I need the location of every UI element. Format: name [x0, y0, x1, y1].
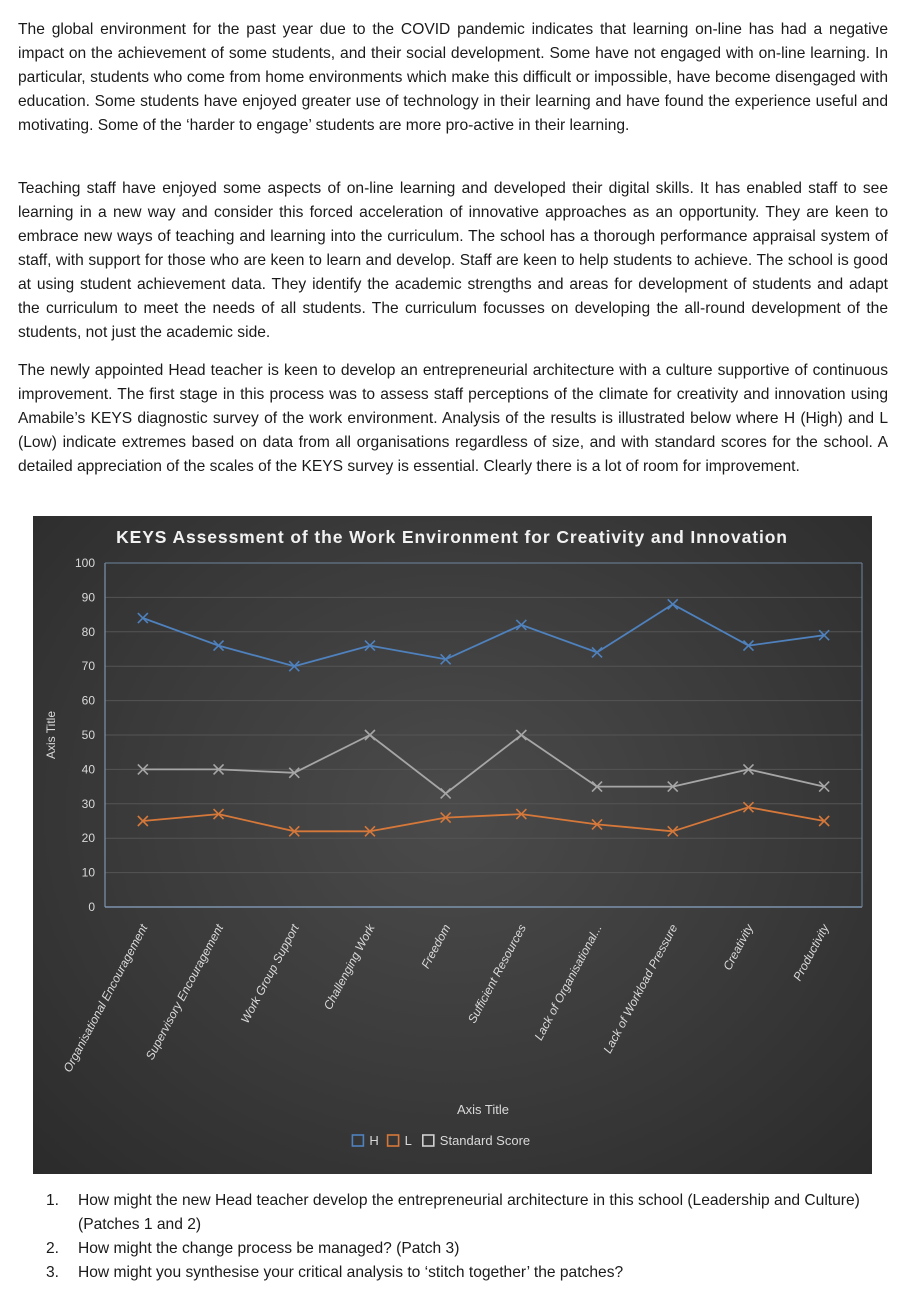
- x-tick-label: Organisational Encouragement: [60, 921, 151, 1075]
- y-tick-label: 10: [81, 865, 95, 880]
- question-text: How might you synthesise your critical analysis to ‘stitch together’ the patches?: [78, 1264, 624, 1281]
- y-tick-label: 80: [81, 624, 95, 639]
- chart-title: KEYS Assessment of the Work Environment for Creativity and Innovation: [116, 527, 788, 547]
- question-item: [46, 1237, 888, 1261]
- series-line-standard-score: [143, 735, 824, 794]
- head-teacher-paragraph: The newly appointed Head teacher is keen to develop an entrepreneurial architecture with a culture supportive of continuous improvement. The first stage in this process was to assess staff perceptions of the climate for creativity and innovation using Amabile’s KEYS diagnostic survey of the work environment. Analysis of the results is illustrated below where H (High) and L (Low) indicate extremes based on data from all organisations regardless of size, and with standard scores for the school. A detailed appreciation of the scales of the KEYS survey is essential. Clearly there is a lot of room for improvement.: [18, 362, 888, 475]
- y-tick-label: 0: [88, 900, 95, 914]
- x-tick-label: Lack of Workload Pressure: [600, 921, 681, 1056]
- intro-paragraph: The global environment for the past year due to the COVID pandemic indicates that learning on-line has had a negative impact on the achievement of some students, and their social development. Some have not engaged with on-line learning. In particular, students who come from home environments which make this difficult or impossible, have become disengaged with education. Some students have enjoyed greater use of technology in their learning and have found the experience useful and motivating. Some of the ‘harder to engage’ students are more pro-active in their learning.: [18, 21, 888, 134]
- data-point-marker: [516, 620, 526, 630]
- y-tick-label: 50: [81, 728, 95, 742]
- legend-label: Standard Score: [439, 1133, 531, 1148]
- y-tick-label: 70: [81, 659, 95, 674]
- x-tick-label: Challenging Work: [320, 921, 378, 1013]
- legend-label: H: [369, 1133, 379, 1148]
- y-tick-label: 20: [81, 831, 95, 846]
- question-number: 1.: [46, 1192, 60, 1209]
- legend-swatch: [352, 1135, 363, 1146]
- x-tick-label: Sufficient Resources: [464, 921, 529, 1026]
- question-number: 3.: [46, 1264, 60, 1281]
- question-item: [46, 1261, 888, 1285]
- y-axis-title: Axis Title: [44, 710, 58, 760]
- data-point-marker: [668, 599, 678, 609]
- series-line-l: [143, 807, 824, 831]
- x-tick-label: Freedom: [418, 921, 454, 971]
- y-tick-label: 90: [81, 590, 95, 605]
- data-point-marker: [592, 647, 602, 657]
- series-line-h: [143, 604, 824, 666]
- data-point-marker: [214, 641, 224, 651]
- question-list: [46, 1189, 888, 1285]
- legend-swatch: [423, 1135, 434, 1146]
- x-tick-label: Productivity: [790, 921, 832, 984]
- x-tick-label: Supervisory Encouragement: [142, 921, 227, 1063]
- y-tick-label: 100: [74, 556, 95, 570]
- legend-swatch: [388, 1135, 399, 1146]
- x-tick-label: Work Group Support: [237, 921, 302, 1026]
- keys-chart: [33, 516, 872, 1174]
- y-tick-label: 40: [81, 762, 95, 777]
- data-point-marker: [441, 788, 451, 798]
- y-tick-label: 60: [81, 693, 95, 708]
- legend-label: L: [404, 1133, 412, 1148]
- data-point-marker: [138, 613, 148, 623]
- staff-paragraph: Teaching staff have enjoyed some aspects of on-line learning and developed their digital skills. It has enabled staff to see learning in a new way and consider this forced acceleration of innovative approaches as an opportunity. They are keen to embrace new ways of teaching and learning into the curriculum. The school has a thorough performance appraisal system of staff, with support for those who are keen to learn and develop. Staff are keen to help students to achieve. The school is good at using student achievement data. They identify the academic strengths and areas for development of students and adapt the curriculum to meet the needs of all students. The curriculum focusses on developing the all-round development of the students, not just the academic side.: [18, 180, 888, 341]
- x-axis-title: Axis Title: [456, 1102, 510, 1117]
- y-tick-label: 30: [81, 796, 95, 811]
- question-text: How might the new Head teacher develop the entrepreneurial architecture in this school (Leadership and Culture) (Patches 1 and 2): [78, 1192, 860, 1233]
- question-text: How might the change process be managed? (Patch 3): [78, 1240, 460, 1257]
- question-item: [46, 1189, 888, 1237]
- question-number: 2.: [46, 1240, 60, 1257]
- x-tick-label: Lack of Organisational...: [531, 921, 605, 1043]
- chart-canvas: [33, 516, 872, 1174]
- x-tick-label: Creativity: [720, 921, 757, 973]
